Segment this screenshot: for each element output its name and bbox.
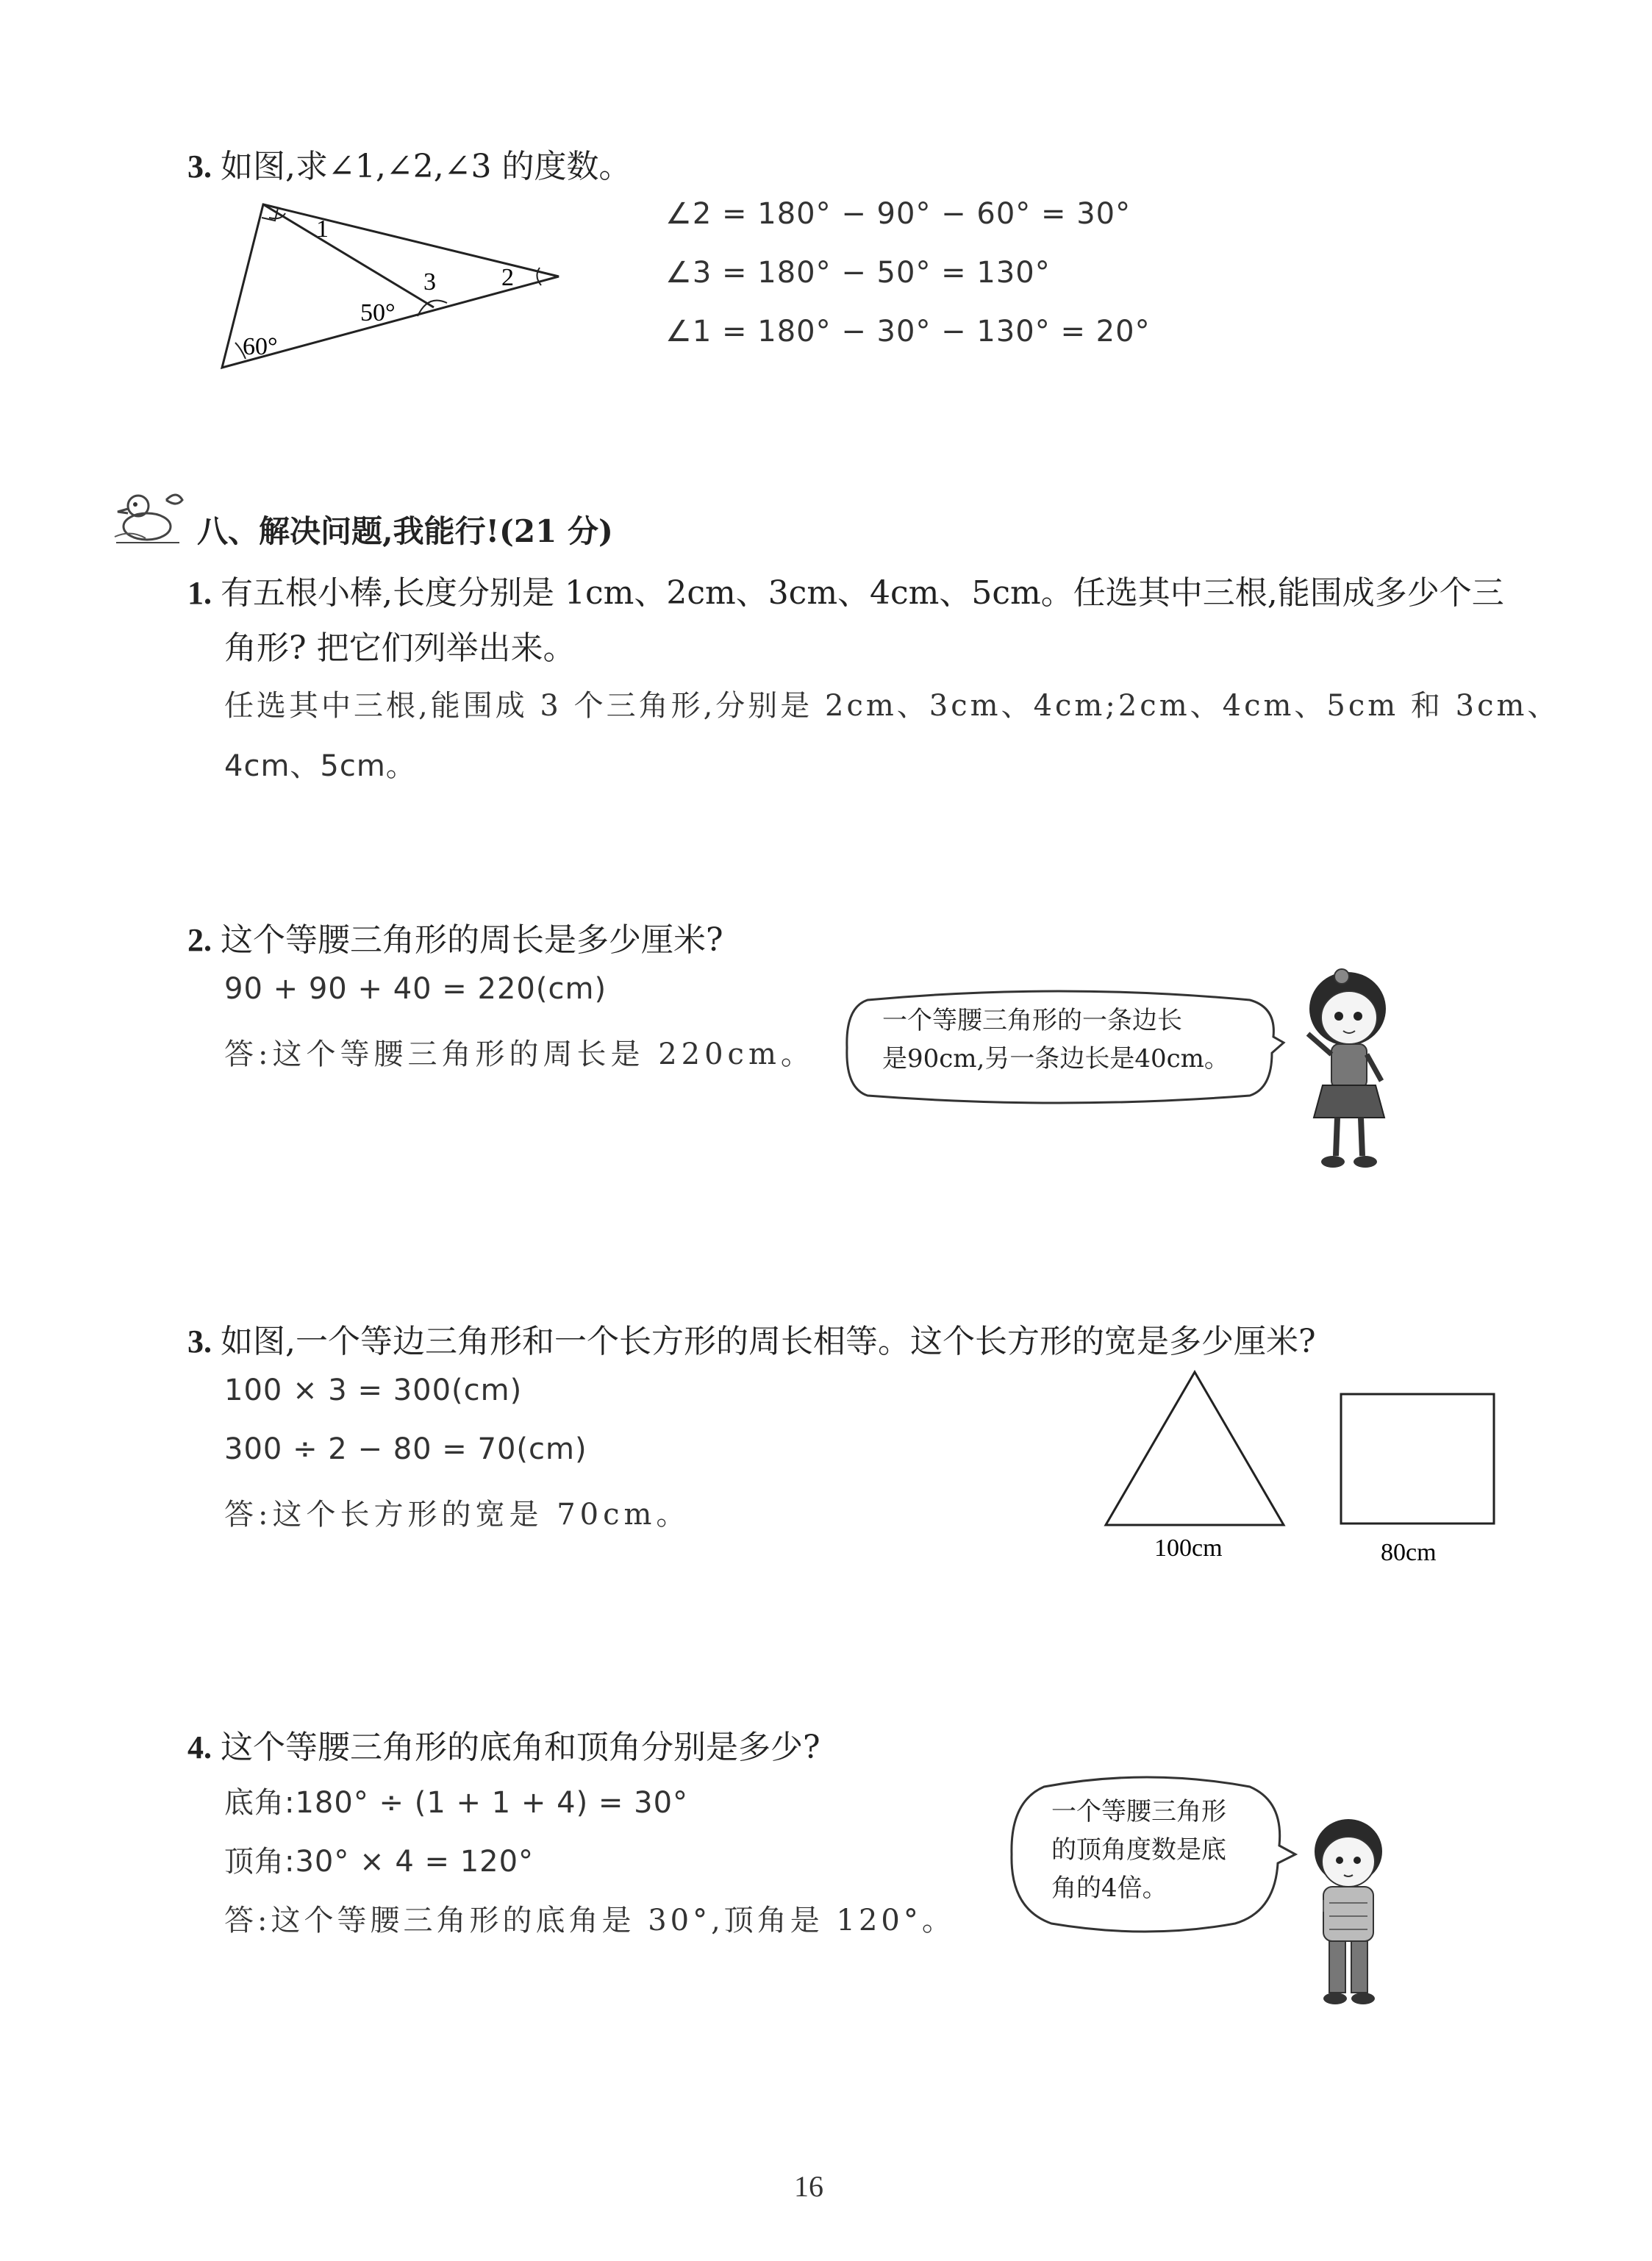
angle-1-label: 1 [316, 215, 329, 243]
q4-question [187, 1721, 820, 1768]
q3-question [187, 1315, 1316, 1362]
angle-figure [213, 191, 581, 382]
angle-50-label: 50° [360, 299, 396, 326]
angle-60-label: 60° [243, 333, 278, 360]
problem-3-answer-2: ∠3 = 180° − 50° = 130° [665, 256, 1051, 290]
q3-number: 3. [187, 1324, 212, 1360]
problem-3-question [187, 140, 632, 187]
q1-question-line1 [187, 566, 1504, 613]
q4-number: 4. [187, 1729, 212, 1765]
q4-bubble-line2: 的顶角度数是底 [1051, 1835, 1226, 1865]
q4-answer: 答:这个等腰三角形的底角是 30°,顶角是 120°。 [224, 1904, 955, 1937]
q2-bubble-text [882, 1001, 1265, 1078]
q4-text: 这个等腰三角形的底角和顶角分别是多少? [221, 1729, 820, 1766]
q3-shapes-figure [1103, 1368, 1515, 1574]
page-number: 16 [794, 2170, 823, 2203]
problem-3-number: 3. [187, 149, 212, 185]
rectangle-length-label: 80cm [1381, 1539, 1437, 1566]
q3-calc-1: 100 × 3 = 300(cm) [224, 1374, 523, 1407]
q2-answer: 答:这个等腰三角形的周长是 220cm。 [224, 1037, 815, 1071]
problem-3-answer-1: ∠2 = 180° − 90° − 60° = 30° [665, 197, 1131, 231]
q1-text-line1: 有五根小棒,长度分别是 1cm、2cm、3cm、4cm、5cm。任选其中三根,能围成多少个三 [221, 574, 1504, 612]
angle-2-label: 2 [501, 264, 514, 291]
q3-calc-2: 300 ÷ 2 − 80 = 70(cm) [224, 1432, 587, 1466]
q4-bubble-text [1051, 1793, 1287, 1907]
problem-3-answer-3: ∠1 = 180° − 30° − 130° = 20° [665, 315, 1151, 349]
section-8-title: 八、解决问题,我能行!(21 分) [197, 513, 613, 549]
q2-calc: 90 + 90 + 40 = 220(cm) [224, 972, 607, 1006]
q2-number: 2. [187, 922, 212, 958]
q4-bubble-line3: 角的4倍。 [1051, 1874, 1168, 1903]
q4-bubble-line1: 一个等腰三角形 [1051, 1797, 1226, 1826]
q2-text: 这个等腰三角形的周长是多少厘米? [221, 921, 723, 959]
girl-character-illustration [1290, 963, 1408, 1176]
q1-question-line2: 角形? 把它们列举出来。 [224, 629, 576, 667]
problem-3-text: 如图,求∠1,∠2,∠3 的度数。 [221, 148, 632, 185]
q1-answer-line1: 任选其中三根,能围成 3 个三角形,分别是 2cm、3cm、4cm;2cm、4cm、5cm 和 3cm、 [224, 689, 1560, 723]
section-mascot-icon [109, 478, 190, 551]
boy-character-illustration [1294, 1809, 1404, 2015]
angle-3-label: 3 [423, 268, 436, 296]
q2-bubble-line1: 一个等腰三角形的一条边长 [882, 1006, 1182, 1035]
q3-answer: 答:这个长方形的宽是 70cm。 [224, 1498, 690, 1532]
q3-text: 如图,一个等边三角形和一个长方形的周长相等。这个长方形的宽是多少厘米? [221, 1323, 1316, 1360]
q1-answer-line2: 4cm、5cm。 [224, 749, 416, 783]
triangle-side-label: 100cm [1154, 1535, 1223, 1562]
q2-question [187, 913, 723, 960]
q1-number: 1. [187, 575, 212, 611]
q4-calc-1: 底角:180° ÷ (1 + 1 + 4) = 30° [224, 1786, 689, 1820]
rectangle [1341, 1394, 1494, 1524]
q2-bubble-line2: 是90cm,另一条边长是40cm。 [882, 1044, 1229, 1074]
q4-calc-2: 顶角:30° × 4 = 120° [224, 1845, 534, 1879]
inner-segment [263, 204, 434, 307]
equilateral-triangle [1106, 1372, 1284, 1525]
